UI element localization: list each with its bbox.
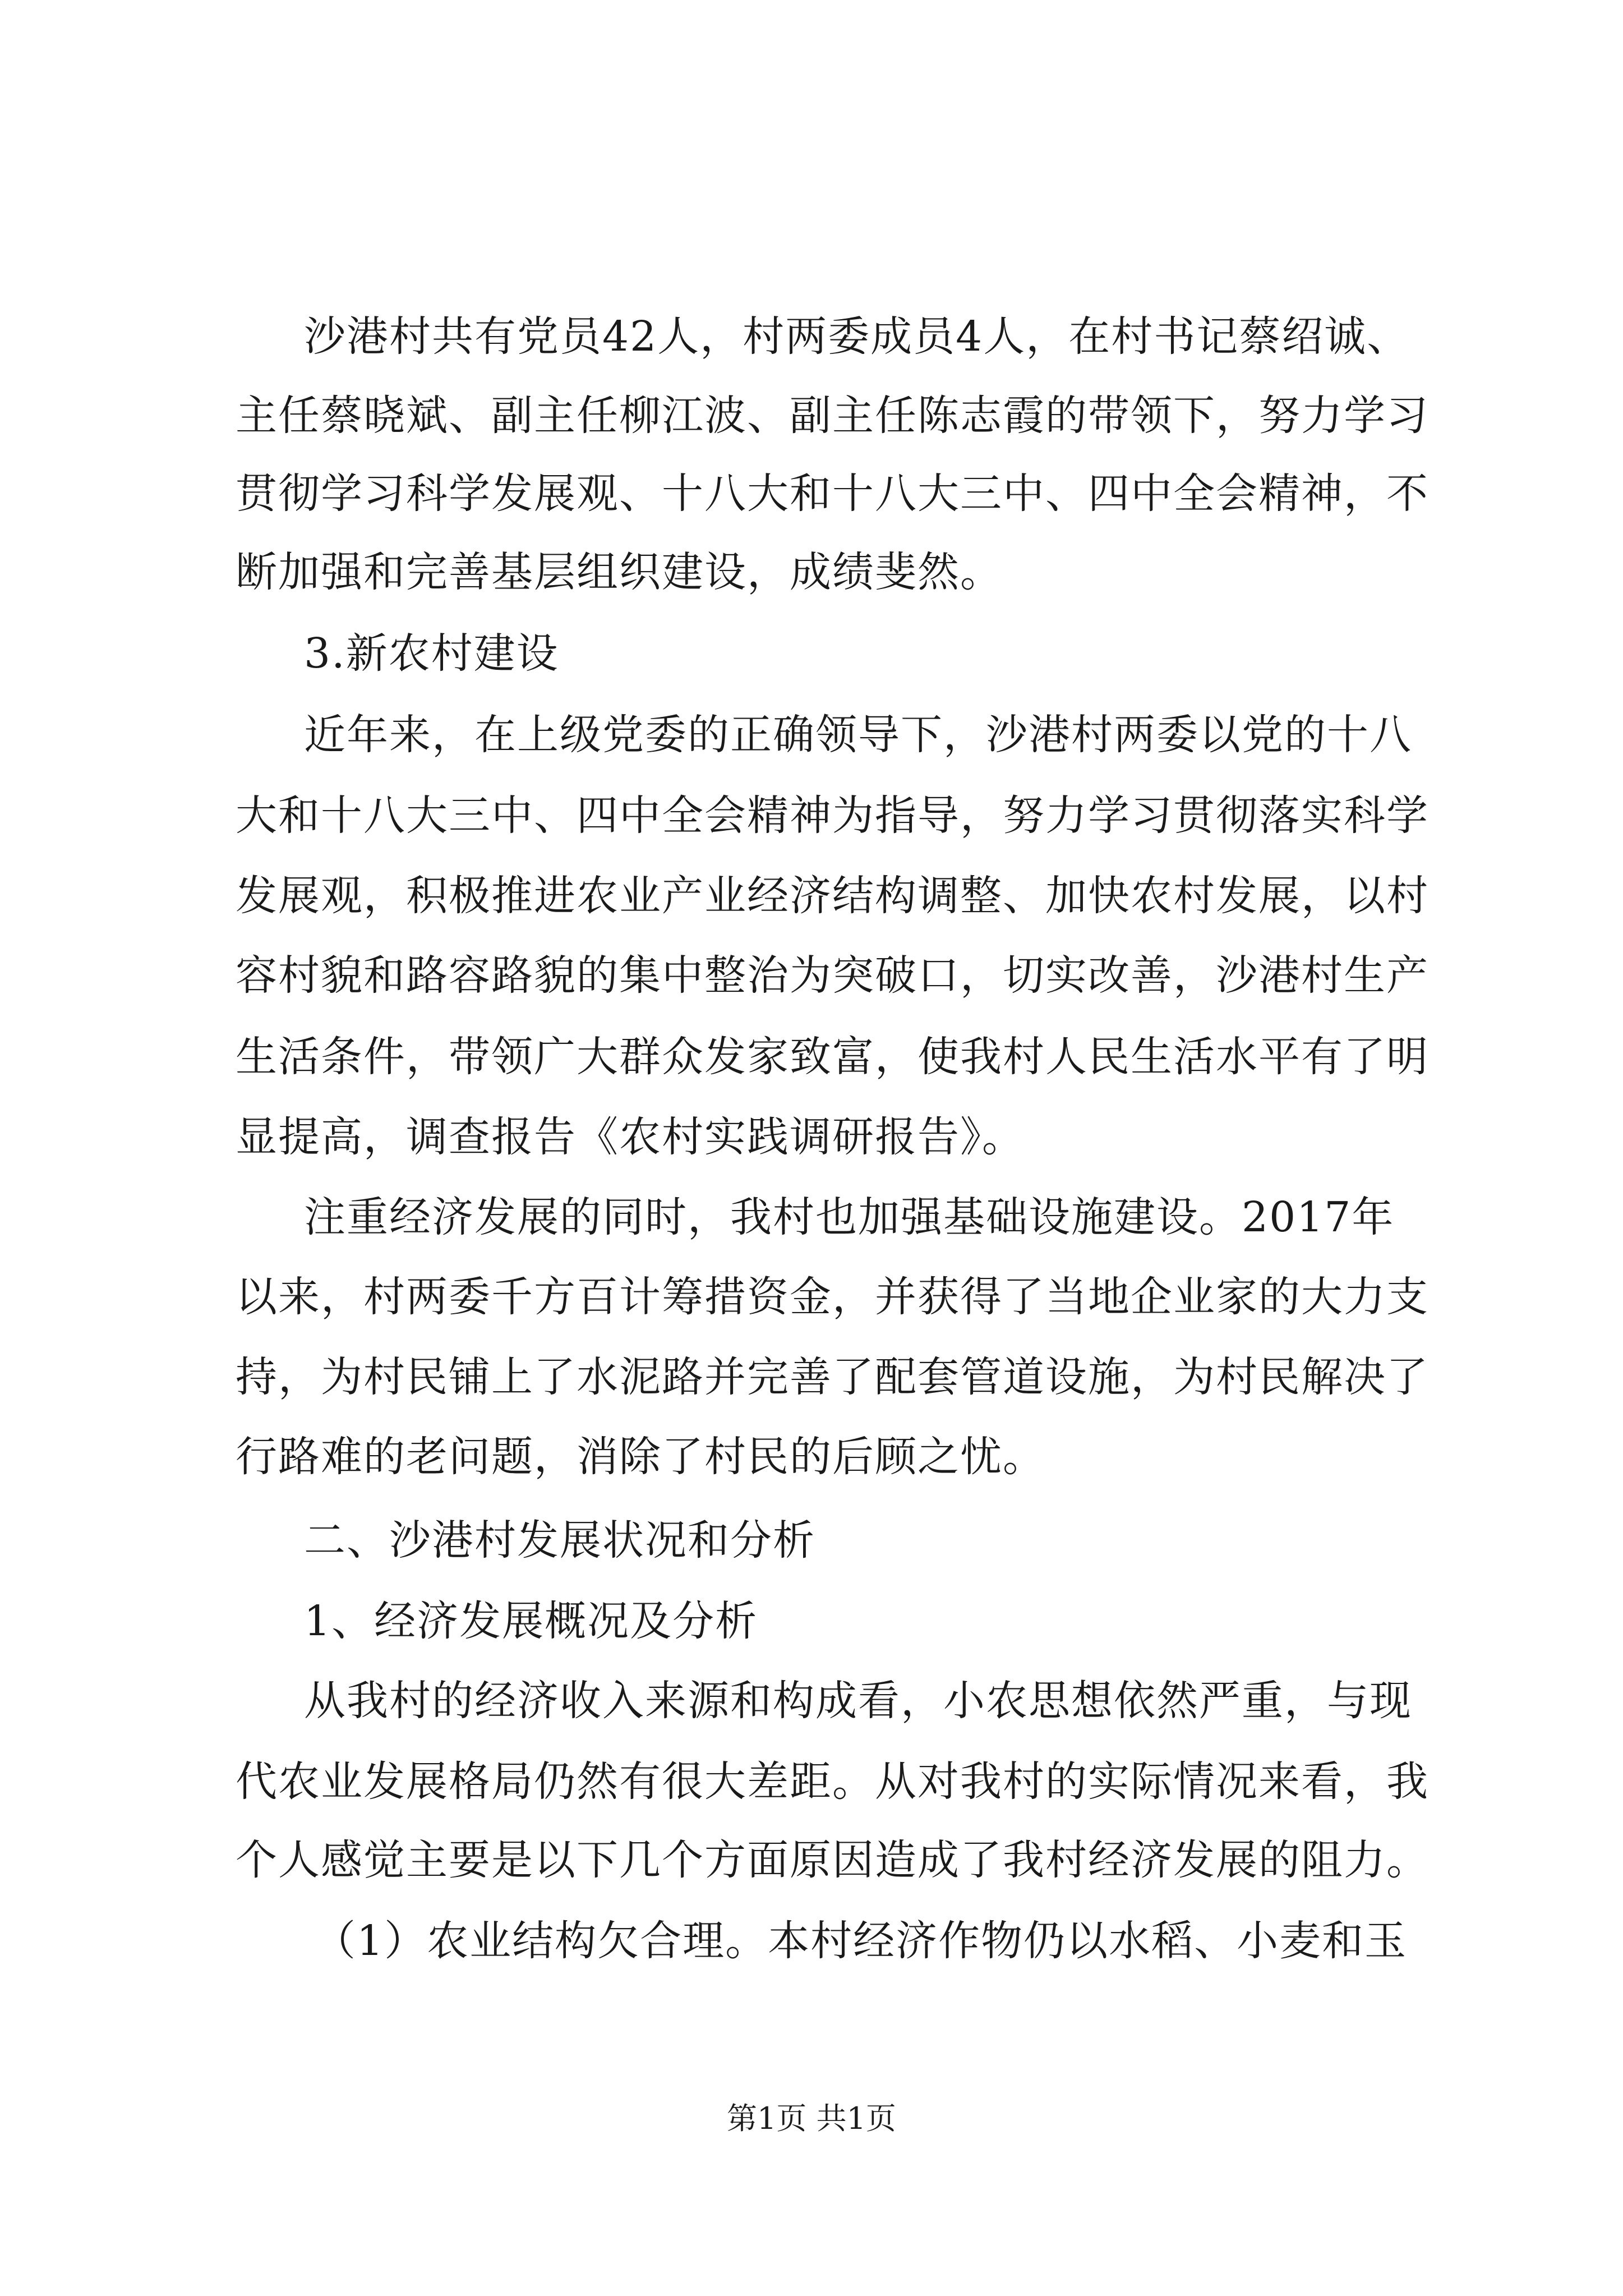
paragraph-line: 生活条件，带领广大群众发家致富，使我村人民生活水平有了明: [236, 1033, 1429, 1081]
section-heading: 二、沙港村发展状况和分析: [304, 1516, 815, 1565]
paragraph-line: 容村貌和路容路貌的集中整治为突破口，切实改善，沙港村生产: [236, 951, 1429, 1000]
section-heading: 3.新农村建设: [304, 629, 559, 678]
paragraph-line: 以来，村两委千方百计筹措资金，并获得了当地企业家的大力支: [236, 1273, 1429, 1321]
paragraph-line: 发展观，积极推进农业产业经济结构调整、加快农村发展，以村: [236, 872, 1429, 920]
paragraph-line: 近年来，在上级党委的正确领导下，沙港村两委以党的十八: [304, 711, 1412, 759]
paragraph-line: 行路难的老问题，消除了村民的后顾之忧。: [236, 1433, 1045, 1481]
paragraph-line: 大和十八大三中、四中全会精神为指导，努力学习贯彻落实科学: [236, 792, 1429, 840]
paragraph-line: 个人感觉主要是以下几个方面原因造成了我村经济发展的阻力。: [236, 1836, 1429, 1884]
paragraph-line: 贯彻学习科学发展观、十八大和十八大三中、四中全会精神，不: [236, 470, 1429, 518]
paragraph-line: 注重经济发展的同时，我村也加强基础设施建设。2017年: [304, 1193, 1395, 1241]
paragraph-line: 持，为村民铺上了水泥路并完善了配套管道设施，为村民解决了: [236, 1353, 1429, 1401]
paragraph-line: 断加强和完善基层组织建设，成绩斐然。: [236, 548, 1003, 596]
paragraph-line: （1）农业结构欠合理。本村经济作物仍以水稻、小麦和玉: [314, 1917, 1408, 1965]
paragraph-line: 主任蔡晓斌、副主任柳江波、副主任陈志霞的带领下，努力学习: [236, 392, 1429, 440]
section-heading: 1、经济发展概况及分析: [304, 1597, 758, 1645]
paragraph-line: 代农业发展格局仍然有很大差距。从对我村的实际情况来看，我: [236, 1757, 1429, 1806]
paragraph-line: 显提高，调查报告《农村实践调研报告》。: [236, 1113, 1025, 1161]
page-number-footer: 第1页 共1页: [727, 2101, 896, 2136]
paragraph-line: 从我村的经济收入来源和构成看，小农思想依然严重，与现: [304, 1677, 1412, 1725]
paragraph-line: 沙港村共有党员42人，村两委成员4人，在村书记蔡绍诚、: [304, 312, 1410, 361]
